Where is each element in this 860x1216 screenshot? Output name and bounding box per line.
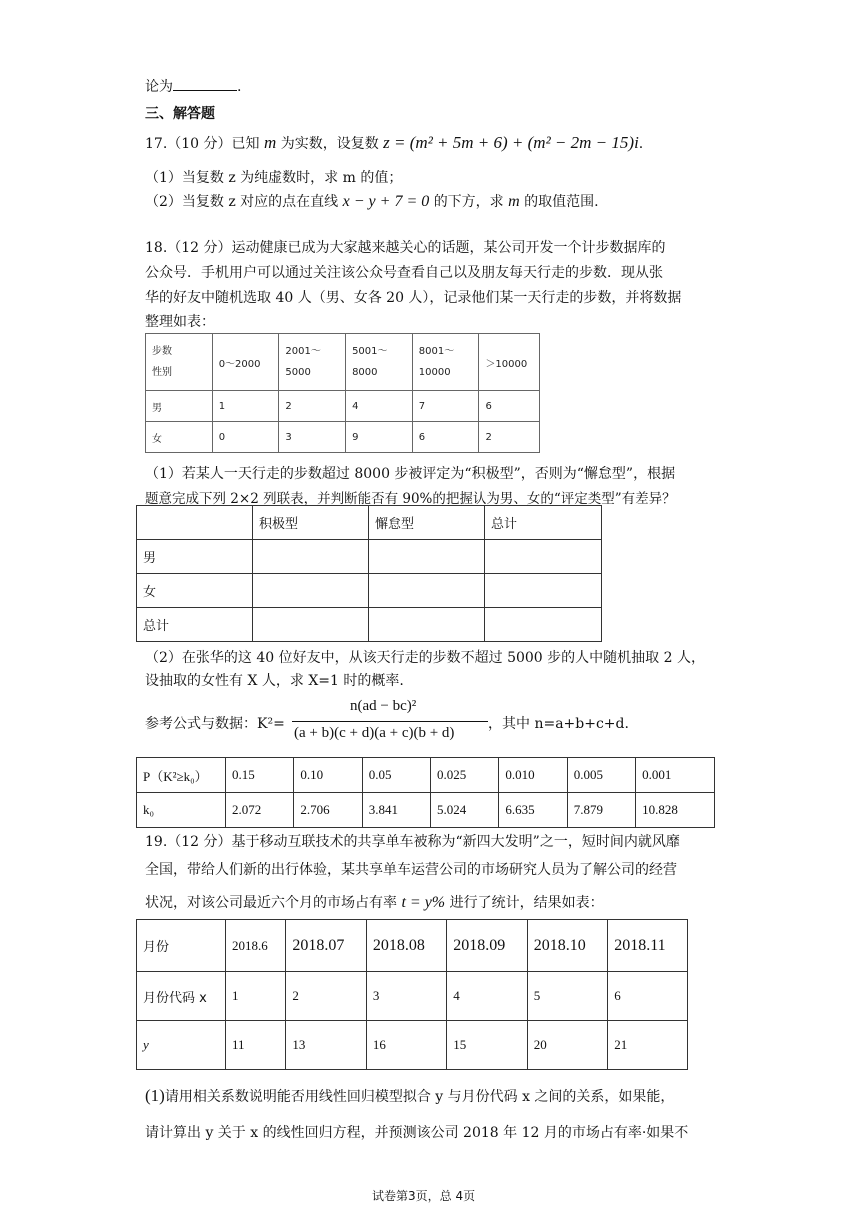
table-row bbox=[137, 1021, 688, 1070]
table-cell-text: 0～2000 bbox=[218, 358, 261, 370]
q17-line-formula: x − y + 7 = 0 bbox=[342, 193, 430, 210]
q17-part2 bbox=[145, 191, 599, 211]
table-row bbox=[146, 391, 540, 422]
table-cell-text: 2001～ bbox=[285, 346, 321, 357]
table-cell: 3 bbox=[366, 972, 446, 1021]
table-cell-text: 8001～ bbox=[418, 346, 455, 357]
table-cell bbox=[253, 608, 369, 642]
table-cell: 4 bbox=[346, 391, 413, 422]
fill-in-line bbox=[145, 76, 241, 96]
q19-line1: 19.（12 分）基于移动互联技术的共享单车被称为“新四大发明”之一，短时间内就风靡 bbox=[145, 834, 680, 850]
table-cell bbox=[485, 574, 602, 608]
table-cell bbox=[137, 506, 253, 540]
table-cell: 2018.09 bbox=[447, 920, 527, 972]
page-footer: 试卷第3页，总 4页 bbox=[372, 1189, 476, 1203]
table-cell: 1 bbox=[226, 972, 286, 1021]
q18-line4: 整理如表： bbox=[145, 314, 215, 330]
table-cell: 5.024 bbox=[431, 793, 499, 828]
table-cell: 0.010 bbox=[499, 758, 567, 793]
table-cell: k₀ bbox=[137, 793, 226, 828]
critical-value-table bbox=[136, 757, 715, 828]
table-cell: 2 bbox=[279, 391, 346, 422]
table-cell-text: 8000 bbox=[352, 367, 378, 378]
table-cell bbox=[146, 334, 213, 391]
table-row bbox=[146, 334, 540, 391]
q19-part1-line2: 请计算出 y 关于 x 的线性回归方程，并预测该公司 2018 年 12 月的市场占有率·如果不 bbox=[145, 1125, 689, 1141]
table-cell: 男 bbox=[137, 540, 253, 574]
table-cell-text: 步数 bbox=[152, 346, 172, 357]
table-cell-text: 5000 bbox=[285, 367, 311, 378]
table-cell: 21 bbox=[608, 1021, 688, 1070]
table-cell: 6 bbox=[608, 972, 688, 1021]
table-cell: 2018.07 bbox=[286, 920, 366, 972]
table-cell: 10.828 bbox=[636, 793, 715, 828]
table-cell: 0.025 bbox=[431, 758, 499, 793]
table-cell: 总计 bbox=[485, 506, 602, 540]
table-cell bbox=[279, 334, 346, 391]
step-count-table bbox=[145, 333, 540, 453]
table-cell: 月份代码 x bbox=[137, 972, 226, 1021]
table-cell: P（K²≥k₀） bbox=[137, 758, 226, 793]
table-cell bbox=[212, 334, 279, 391]
table-cell: 0.10 bbox=[294, 758, 362, 793]
reference-formula-tail: ，其中 n=a+b+c+d. bbox=[488, 716, 629, 732]
table-cell: 2.706 bbox=[294, 793, 362, 828]
table-cell: 20 bbox=[527, 1021, 607, 1070]
table-cell bbox=[346, 334, 413, 391]
table-cell: 7 bbox=[412, 391, 479, 422]
table-cell: 16 bbox=[366, 1021, 446, 1070]
table-cell: 男 bbox=[146, 391, 213, 422]
table-cell: 9 bbox=[346, 422, 413, 453]
q19-line3-b: 进行了统计，结果如表： bbox=[449, 895, 604, 911]
table-cell: 6 bbox=[412, 422, 479, 453]
fraction-bar bbox=[292, 721, 488, 722]
q17-part2-a: （2）当复数 z 对应的点在直线 bbox=[145, 194, 339, 210]
q17-var-m: m bbox=[263, 133, 277, 152]
table-cell: 2018.11 bbox=[608, 920, 688, 972]
q19-line2: 全国，带给人们新的出行体验，某共享单车运营公司的市场研究人员为了解公司的经营 bbox=[145, 862, 677, 878]
table-cell: 3 bbox=[279, 422, 346, 453]
table-cell: 月份 bbox=[137, 920, 226, 972]
q17-part2-c: 的取值范围. bbox=[524, 194, 599, 210]
q18-line2: 公众号．手机用户可以通过关注该公众号查看自己以及朋友每天行走的步数．现从张 bbox=[145, 265, 663, 281]
table-cell: 2 bbox=[479, 422, 540, 453]
answer-blank bbox=[173, 78, 237, 91]
section-title: 三、解答题 bbox=[145, 106, 215, 122]
table-cell-text: ＞10000 bbox=[485, 358, 528, 370]
table-cell: 13 bbox=[286, 1021, 366, 1070]
table-cell bbox=[369, 608, 485, 642]
table-cell-text: 10000 bbox=[418, 367, 451, 378]
table-cell: 0.05 bbox=[362, 758, 430, 793]
table-cell: 女 bbox=[146, 422, 213, 453]
reference-formula-label: 参考公式与数据：K²= bbox=[145, 716, 285, 732]
table-row bbox=[137, 920, 688, 972]
formula-denominator: (a + b)(c + d)(a + c)(b + d) bbox=[294, 725, 455, 741]
table-cell: 6 bbox=[479, 391, 540, 422]
table-cell: 懈怠型 bbox=[369, 506, 485, 540]
table-row bbox=[146, 422, 540, 453]
q17-formula: z = (m² + 5m + 6) + (m² − 2m − 15)i bbox=[383, 133, 639, 152]
table-cell: 0 bbox=[212, 422, 279, 453]
table-cell: 2018.6 bbox=[226, 920, 286, 972]
table-cell bbox=[485, 608, 602, 642]
contingency-table bbox=[136, 505, 602, 642]
q19-formula: t = y% bbox=[401, 894, 446, 911]
table-cell: 女 bbox=[137, 574, 253, 608]
q17-part2-b: 的下方，求 bbox=[433, 194, 504, 210]
table-row bbox=[137, 574, 602, 608]
q18-part1-line2: 题意完成下列 2×2 列联表，并判断能否有 90%的把握认为男、女的“评定类型”有差异？ bbox=[145, 491, 676, 507]
q17-stem bbox=[145, 133, 643, 153]
table-row bbox=[137, 540, 602, 574]
market-share-table bbox=[136, 919, 688, 1070]
table-cell bbox=[253, 574, 369, 608]
fill-in-period: . bbox=[237, 79, 242, 95]
table-row bbox=[137, 793, 715, 828]
q19-line3-a: 状况，对该公司最近六个月的市场占有率 bbox=[145, 895, 397, 911]
table-row bbox=[137, 608, 602, 642]
q17-head: 17.（10 分）已知 bbox=[145, 136, 260, 152]
q18-part2-line1: （2）在张华的这 40 位好友中，从该天行走的步数不超过 5000 步的人中随机抽取 2 人， bbox=[145, 650, 705, 666]
table-cell: 总计 bbox=[137, 608, 253, 642]
table-cell: 1 bbox=[212, 391, 279, 422]
table-cell: 11 bbox=[226, 1021, 286, 1070]
table-cell: 7.879 bbox=[567, 793, 635, 828]
table-row bbox=[137, 506, 602, 540]
table-cell bbox=[369, 540, 485, 574]
table-cell: 2.072 bbox=[226, 793, 294, 828]
q17-mid: 为实数，设复数 bbox=[280, 136, 379, 152]
table-cell-text: 性别 bbox=[152, 367, 172, 378]
q18-part1-line1: （1）若某人一天行走的步数超过 8000 步被评定为“积极型”，否则为“懈怠型”，根据 bbox=[145, 466, 676, 482]
fill-in-prefix: 论为 bbox=[145, 79, 173, 95]
table-cell bbox=[485, 540, 602, 574]
q19-part1-text: 请用相关系数说明能否用线性回归模型拟合 y 与月份代码 x 之间的关系，如果能， bbox=[164, 1089, 675, 1105]
table-cell: 0.005 bbox=[567, 758, 635, 793]
table-row bbox=[137, 758, 715, 793]
q18-line3: 华的好友中随机选取 40 人（男、女各 20 人），记录他们某一天行走的步数，并将数据 bbox=[145, 290, 682, 306]
formula-numerator: n(ad − bc)² bbox=[350, 698, 417, 714]
q18-line1: 18.（12 分）运动健康已成为大家越来越关心的话题，某公司开发一个计步数据库的 bbox=[145, 240, 666, 256]
table-cell: 15 bbox=[447, 1021, 527, 1070]
table-cell: 2 bbox=[286, 972, 366, 1021]
table-cell bbox=[369, 574, 485, 608]
table-cell: 2018.08 bbox=[366, 920, 446, 972]
q18-part2-line2: 设抽取的女性有 X 人，求 X=1 时的概率. bbox=[145, 673, 404, 689]
table-cell bbox=[412, 334, 479, 391]
table-cell: 积极型 bbox=[253, 506, 369, 540]
table-cell: 0.15 bbox=[226, 758, 294, 793]
q17-period: . bbox=[638, 136, 644, 152]
table-cell: 5 bbox=[527, 972, 607, 1021]
table-cell: 4 bbox=[447, 972, 527, 1021]
q19-part1-line1 bbox=[145, 1086, 674, 1106]
table-cell: 3.841 bbox=[362, 793, 430, 828]
table-cell: 0.001 bbox=[636, 758, 715, 793]
table-cell bbox=[479, 334, 540, 391]
q17-part2-var-m: m bbox=[508, 193, 520, 210]
q17-part1: （1）当复数 z 为纯虚数时，求 m 的值； bbox=[145, 170, 403, 186]
table-cell: y bbox=[137, 1021, 226, 1070]
table-cell bbox=[253, 540, 369, 574]
q19-line3 bbox=[145, 892, 604, 912]
table-row bbox=[137, 972, 688, 1021]
q19-part-number: (1) bbox=[145, 1086, 165, 1105]
table-cell: 6.635 bbox=[499, 793, 567, 828]
table-cell: 2018.10 bbox=[527, 920, 607, 972]
table-cell-text: 5001～ bbox=[352, 346, 388, 357]
